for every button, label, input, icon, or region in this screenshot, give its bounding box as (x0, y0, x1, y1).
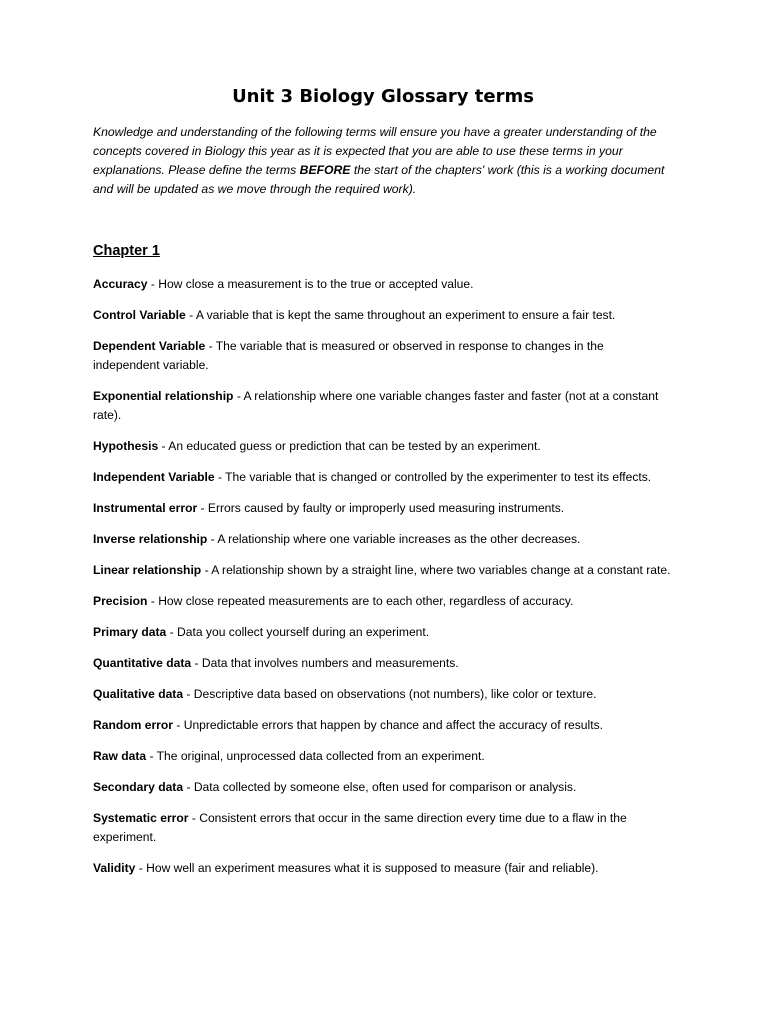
glossary-definition: - Descriptive data based on observations (not numbers), like color or texture. (183, 687, 597, 701)
glossary-definition: - How close repeated measurements are to each other, regardless of accuracy. (147, 594, 574, 608)
glossary-definition: - The original, unprocessed data collected from an experiment. (146, 749, 485, 763)
glossary-definition: - How well an experiment measures what it is supposed to measure (fair and reliable). (135, 861, 599, 875)
intro-emphasis: BEFORE (299, 163, 351, 177)
glossary-term: Primary data (93, 625, 167, 639)
glossary-entry (93, 561, 673, 580)
intro-text-after: the start of the chapters' work (this is a working document and will be updated as we move through the required work). (93, 163, 665, 196)
glossary-entry (93, 306, 673, 325)
glossary-entry (93, 592, 673, 611)
glossary-entry (93, 337, 673, 375)
glossary-entry (93, 499, 673, 518)
glossary-entry (93, 809, 673, 847)
document-title: Unit 3 Biology Glossary terms (232, 86, 534, 107)
glossary-definition: - A variable that is kept the same throughout an experiment to ensure a fair test. (185, 308, 616, 322)
glossary-term: Linear relationship (93, 563, 202, 577)
glossary-definition: - Errors caused by faulty or improperly used measuring instruments. (197, 501, 565, 515)
glossary-term: Precision (93, 594, 148, 608)
glossary-entry (93, 275, 673, 294)
intro-text-before: Knowledge and understanding of the following terms will ensure you have a greater understanding of the concepts covered in Biology this year as it is expected that you are able to use these terms in your explanations. Please define the terms (93, 125, 657, 177)
glossary-term: Exponential relationship (93, 389, 234, 403)
glossary-definition: - A relationship where one variable changes faster and faster (not at a constant rate). (93, 389, 659, 422)
glossary-list (93, 275, 673, 890)
glossary-term: Raw data (93, 749, 147, 763)
glossary-entry (93, 716, 673, 735)
glossary-term: Accuracy (93, 277, 148, 291)
intro-paragraph (93, 123, 673, 199)
glossary-definition: - Data collected by someone else, often used for comparison or analysis. (183, 780, 577, 794)
glossary-entry (93, 387, 673, 425)
glossary-term: Validity (93, 861, 136, 875)
glossary-entry (93, 437, 673, 456)
glossary-definition: - How close a measurement is to the true or accepted value. (147, 277, 474, 291)
glossary-definition: - An educated guess or prediction that can be tested by an experiment. (158, 439, 541, 453)
glossary-entry (93, 530, 673, 549)
chapter-heading: Chapter 1 (93, 243, 160, 259)
glossary-term: Hypothesis (93, 439, 159, 453)
glossary-entry (93, 468, 673, 487)
glossary-definition: - The variable that is changed or controlled by the experimenter to test its effects. (214, 470, 652, 484)
glossary-term: Dependent Variable (93, 339, 206, 353)
glossary-entry (93, 623, 673, 642)
glossary-definition: - Unpredictable errors that happen by chance and affect the accuracy of results. (172, 718, 603, 732)
glossary-entry (93, 778, 673, 797)
glossary-definition: - A relationship shown by a straight line, where two variables change at a constant rate. (201, 563, 671, 577)
glossary-entry (93, 685, 673, 704)
glossary-definition: - Data you collect yourself during an experiment. (166, 625, 430, 639)
glossary-term: Control Variable (93, 308, 186, 322)
glossary-term: Secondary data (93, 780, 184, 794)
glossary-definition: - A relationship where one variable increases as the other decreases. (207, 532, 581, 546)
glossary-definition: - Consistent errors that occur in the same direction every time due to a flaw in the experiment. (93, 811, 627, 844)
glossary-entry (93, 859, 673, 878)
glossary-definition: - Data that involves numbers and measurements. (191, 656, 459, 670)
glossary-term: Inverse relationship (93, 532, 208, 546)
glossary-term: Systematic error (93, 811, 189, 825)
glossary-term: Instrumental error (93, 501, 198, 515)
glossary-term: Random error (93, 718, 173, 732)
glossary-entry (93, 747, 673, 766)
glossary-definition: - The variable that is measured or observed in response to changes in the independent variable. (93, 339, 604, 372)
glossary-term: Quantitative data (93, 656, 192, 670)
glossary-term: Independent Variable (93, 470, 215, 484)
glossary-entry (93, 654, 673, 673)
glossary-term: Qualitative data (93, 687, 184, 701)
